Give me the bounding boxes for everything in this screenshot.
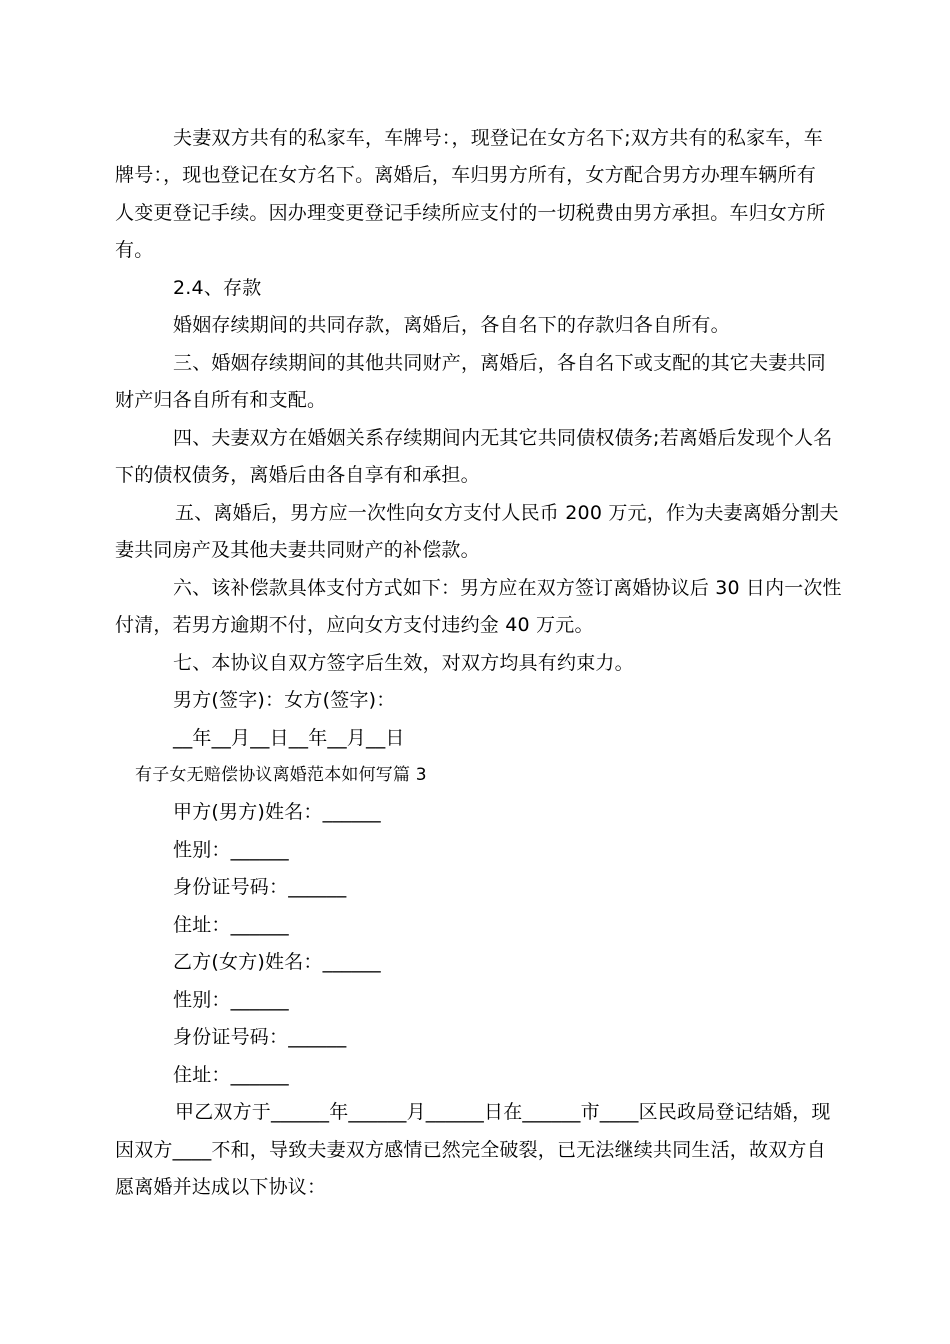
paragraph-line: 六、该补偿款具体支付方式如下：男方应在双方签订离婚协议后 30 日内一次性	[173, 577, 842, 599]
form-field-line: 性别：______	[173, 839, 289, 861]
paragraph-line: 人变更登记手续。因办理变更登记手续所应支付的一切税费由男方承担。车归女方所	[115, 202, 826, 224]
paragraph-line: 付清，若男方逾期不付，应向女方支付违约金 40 万元。	[115, 614, 594, 636]
signature-line: 男方(签字)：女方(签字)：	[173, 689, 396, 711]
paragraph-line: 有。	[115, 239, 154, 261]
paragraph-line: 牌号：，现也登记在女方名下。离婚后，车归男方所有，女方配合男方办理车辆所有	[115, 164, 816, 186]
paragraph-line: 婚姻存续期间的共同存款，离婚后，各自名下的存款归各自所有。	[173, 314, 730, 336]
form-field-line: 甲方(男方)姓名：______	[173, 801, 381, 823]
form-field-line: 身份证号码：______	[173, 1026, 347, 1048]
form-field-line: 乙方(女方)姓名：______	[173, 951, 381, 973]
form-field-line: 性别：______	[173, 989, 289, 1011]
section-heading: 2.4、存款	[173, 277, 262, 299]
form-field-line: 住址：______	[173, 1064, 289, 1086]
paragraph-line: 下的债权债务，离婚后由各自享有和承担。	[115, 464, 480, 486]
form-field-line: 身份证号码：______	[173, 876, 347, 898]
section-title: 有子女无赔偿协议离婚范本如何写篇 3	[135, 765, 427, 785]
paragraph-line: 七、本协议自双方签字后生效，对双方均具有约束力。	[173, 652, 634, 674]
paragraph-line: 财产归各自所有和支配。	[115, 389, 327, 411]
paragraph-line: 因双方____不和，导致夫妻双方感情已然完全破裂，已无法继续共同生活，故双方自	[115, 1139, 826, 1161]
paragraph-line: 夫妻双方共有的私家车，车牌号：，现登记在女方名下;双方共有的私家车，车	[173, 127, 823, 149]
paragraph-line: 愿离婚并达成以下协议：	[115, 1176, 327, 1198]
paragraph-line: 甲乙双方于______年______月______日在______市____区民政局登记结婚，现	[175, 1101, 831, 1123]
paragraph-line: 妻共同房产及其他夫妻共同财产的补偿款。	[115, 539, 480, 561]
date-line: __年__月__日__年__月__日	[173, 727, 405, 749]
paragraph-line: 五、离婚后，男方应一次性向女方支付人民币 200 万元，作为夫妻离婚分割夫	[175, 502, 839, 524]
form-field-line: 住址：______	[173, 914, 289, 936]
paragraph-line: 三、婚姻存续期间的其他共同财产，离婚后，各自名下或支配的其它夫妻共同	[173, 352, 826, 374]
paragraph-line: 四、夫妻双方在婚姻关系存续期间内无其它共同债权债务;若离婚后发现个人名	[173, 427, 833, 449]
